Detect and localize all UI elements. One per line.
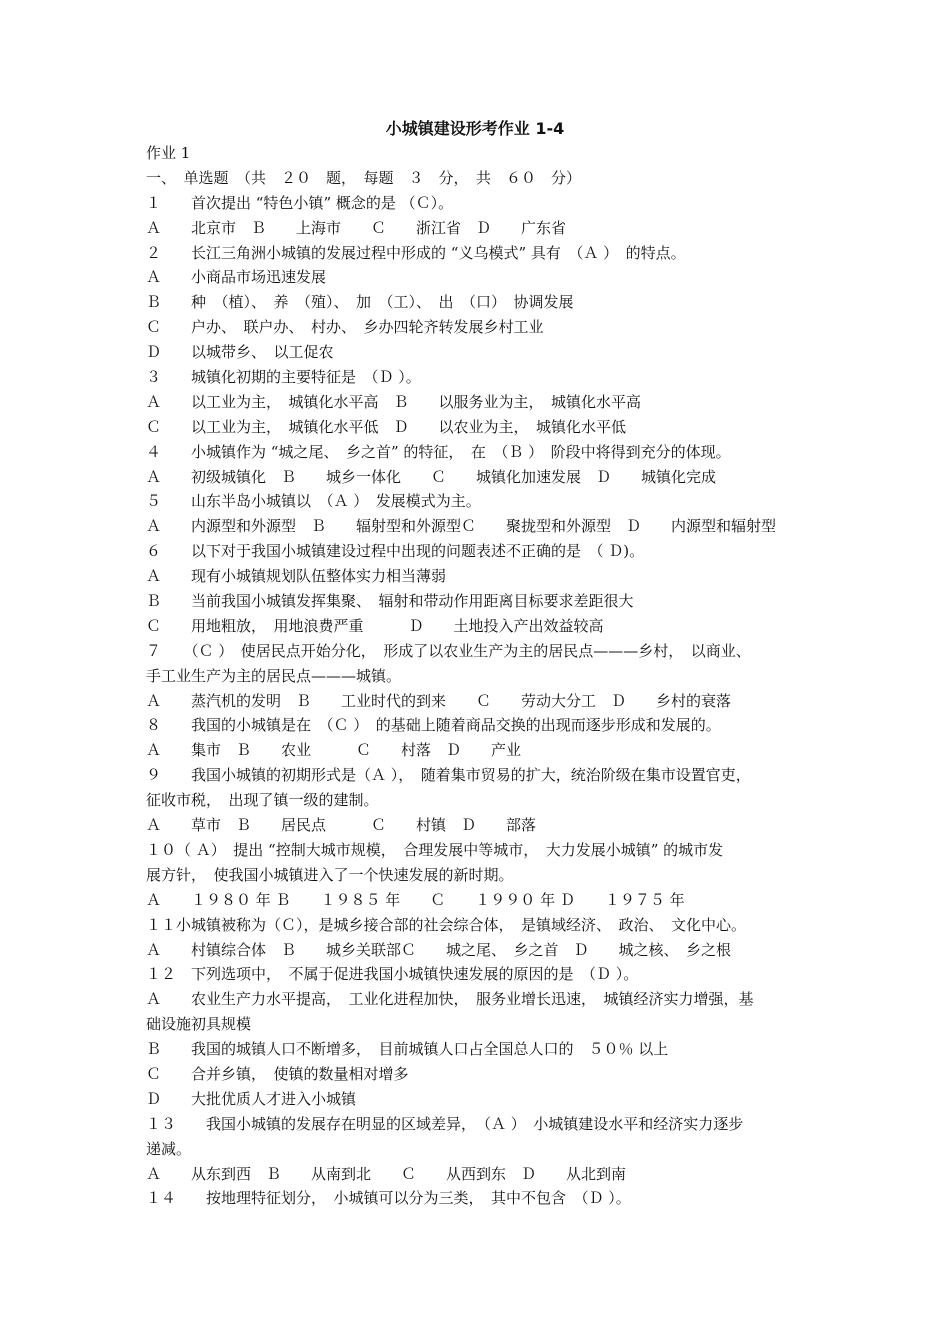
text-line: 展方针， 使我国小城镇进入了一个快速发展的新时期。 [146, 865, 514, 884]
text-line: １４ 按地理特征划分， 小城镇可以分为三类， 其中不包含 （Ｄ ）。 [146, 1189, 631, 1208]
text-line: Ａ 小商品市场迅速发展 [146, 268, 327, 287]
text-line: １１小城镇被称为（Ｃ），是城乡接合部的社会综合体， 是镇域经济、 政治、 文化中心。 [146, 915, 747, 934]
text-line: Ａ 初级城镇化 Ｂ 城乡一体化 Ｃ 城镇化加速发展 Ｄ 城镇化完成 [146, 467, 717, 486]
text-line: Ａ 现有小城镇规划队伍整体实力相当薄弱 [146, 567, 447, 586]
text-line: １ 首次提出 “特色小镇” 概念的是 （Ｃ）。 [146, 193, 454, 212]
text-line: Ａ 村镇综合体 Ｂ 城乡关联部Ｃ 城之尾、 乡之首 Ｄ 城之核、 乡之根 [146, 940, 732, 959]
text-line: ９ 我国小城镇的初期形式是（Ａ ）， 随着集市贸易的扩大，统治阶级在集市设置官吏， [146, 766, 751, 785]
text-line: Ｂ 种 （植）、 养 （殖）、 加 （工）、 出 （口） 协调发展 [146, 293, 574, 312]
document-body [146, 141, 816, 1211]
text-line: Ｃ 以工业为主， 城镇化水平低 Ｄ 以农业为主， 城镇化水平低 [146, 417, 627, 436]
text-line: Ｂ 我国的城镇人口不断增多， 目前城镇人口占全国总人口的 ５０％ 以上 [146, 1040, 669, 1059]
text-line: Ｄ 以城带乡、 以工促农 [146, 343, 334, 362]
text-line: 手工业生产为主的居民点———城镇。 [146, 666, 402, 685]
text-line: Ａ 蒸汽机的发明 Ｂ 工业时代的到来 Ｃ 劳动大分工 Ｄ 乡村的衰落 [146, 691, 732, 710]
text-line: Ａ 农业生产力水平提高， 工业化进程加快， 服务业增长迅速， 城镇经济实力增强，基 [146, 990, 754, 1009]
text-line: ７ （Ｃ ） 使居民点开始分化， 形成了以农业生产为主的居民点———乡村， 以商业、 [146, 641, 751, 660]
text-line: Ａ 内源型和外源型 Ｂ 辐射型和外源型Ｃ 聚拢型和外源型 Ｄ 内源型和辐射型 [146, 517, 777, 536]
text-line: １３ 我国小城镇的发展存在明显的区域差异， （Ａ ） 小城镇建设水平和经济实力逐步 [146, 1114, 744, 1133]
text-line: 础设施初具规模 [146, 1015, 252, 1034]
text-line: １２ 下列选项中， 不属于促进我国小城镇快速发展的原因的是 （Ｄ ）。 [146, 965, 639, 984]
document-title: 小城镇建设形考作业 1-4 [385, 119, 565, 138]
text-line: Ａ １９８０ 年 Ｂ １９８５ 年 Ｃ １９９０ 年 Ｄ １９７５ 年 [146, 890, 685, 909]
text-line: Ｃ 用地粗放， 用地浪费严重 Ｄ 土地投入产出效益较高 [146, 616, 604, 635]
text-line: ２ 长江三角洲小城镇的发展过程中形成的 “义乌模式” 具有 （Ａ ） 的特点。 [146, 243, 686, 262]
text-line: ５ 山东半岛小城镇以 （Ａ ） 发展模式为主。 [146, 492, 481, 511]
text-line: 征收市税， 出现了镇一级的建制。 [146, 791, 379, 810]
text-line: Ｂ 当前我国小城镇发挥集聚、 辐射和带动作用距离目标要求差距很大 [146, 592, 634, 611]
text-line: ４ 小城镇作为 “城之尾、 乡之首” 的特征， 在 （Ｂ ） 阶段中将得到充分的体现。 [146, 442, 731, 461]
text-line: 递减。 [146, 1139, 192, 1158]
text-line: 作业 1 [146, 144, 191, 162]
text-line: ６ 以下对于我国小城镇建设过程中出现的问题表述不正确的是 （ Ｄ)。 [146, 542, 645, 561]
text-line: Ａ 以工业为主， 城镇化水平高 Ｂ 以服务业为主， 城镇化水平高 [146, 392, 642, 411]
text-line: １０（ Ａ） 提出 “控制大城市规模， 合理发展中等城市， 大力发展小城镇” 的城市发 [146, 840, 724, 859]
text-line: Ａ 从东到西 Ｂ 从南到北 Ｃ 从西到东 Ｄ 从北到南 [146, 1164, 627, 1183]
text-line: 一、 单选题 （共 ２０ 题， 每题 ３ 分， 共 ６０ 分） [146, 168, 582, 187]
text-line: Ｄ 大批优质人才进入小城镇 [146, 1089, 357, 1108]
text-line: ３ 城镇化初期的主要特征是 （Ｄ ）。 [146, 368, 421, 387]
text-line: Ａ 集市 Ｂ 农业 Ｃ 村落 Ｄ 产业 [146, 741, 522, 760]
text-line: ８ 我国的小城镇是在 （Ｃ ） 的基础上随着商品交换的出现而逐步形成和发展的。 [146, 716, 721, 735]
text-line: Ａ 草市 Ｂ 居民点 Ｃ 村镇 Ｄ 部落 [146, 816, 537, 835]
text-line: Ｃ 合并乡镇， 使镇的数量相对增多 [146, 1064, 409, 1083]
text-line: Ａ 北京市 Ｂ 上海市 Ｃ 浙江省 Ｄ 广东省 [146, 218, 567, 237]
text-line: Ｃ 户办、 联户办、 村办、 乡办四轮齐转发展乡村工业 [146, 318, 544, 337]
